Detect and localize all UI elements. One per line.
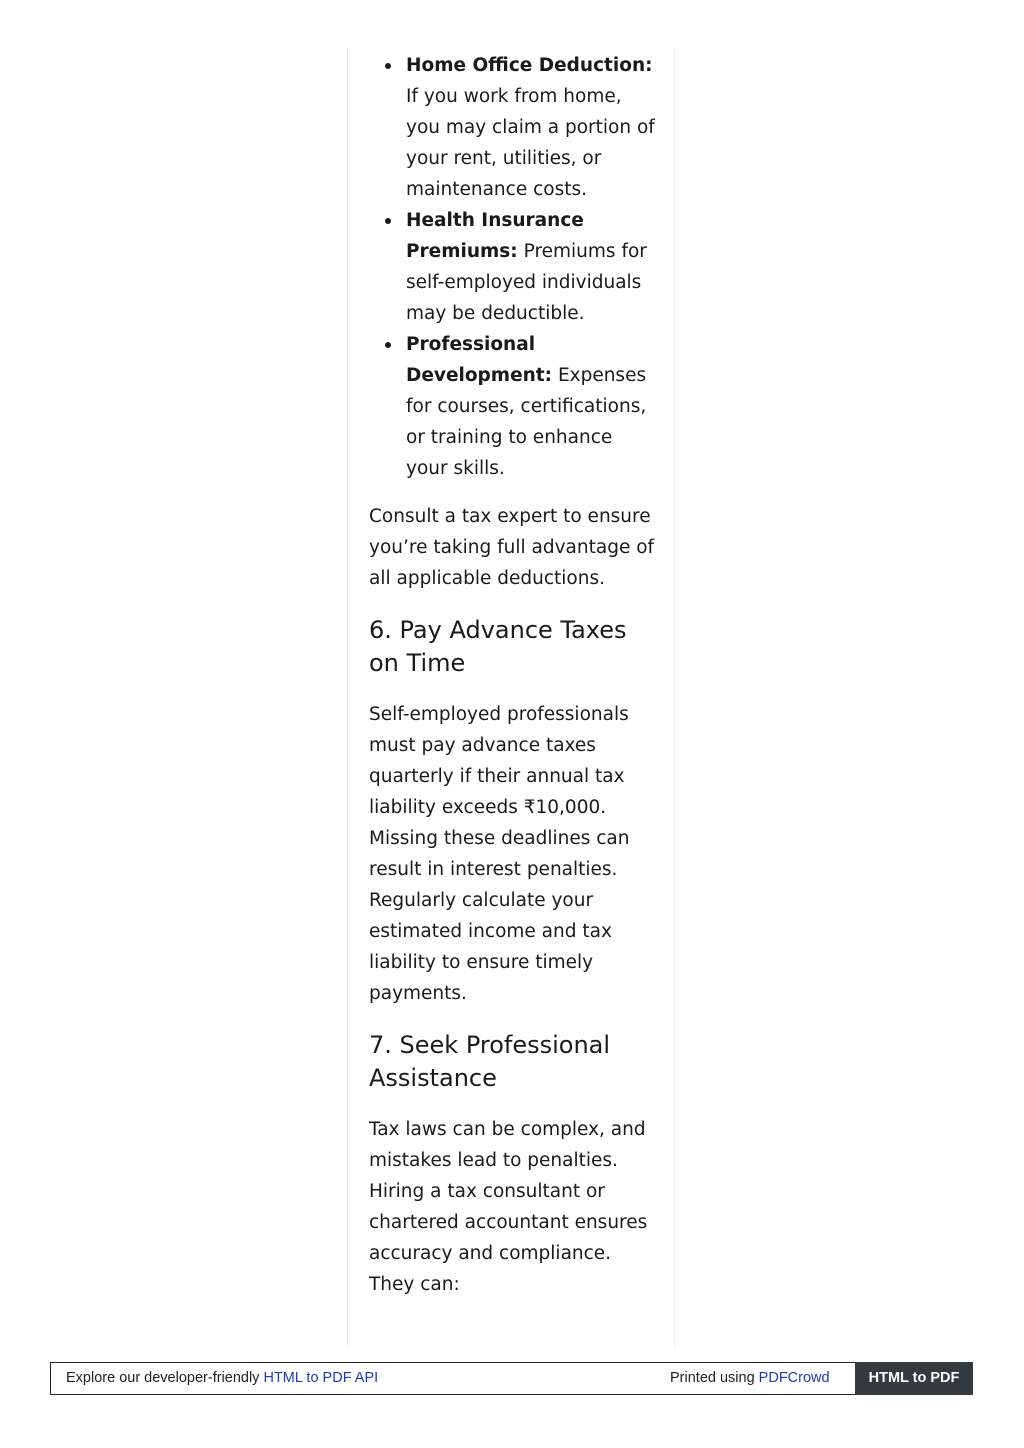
section-6-heading: 6. Pay Advance Taxes on Time bbox=[369, 616, 627, 677]
bullet-icon bbox=[385, 218, 391, 224]
list-item-term: Professional Development: bbox=[406, 334, 553, 386]
list-item-text: Premiums for self-employed individuals may be deductible. bbox=[406, 241, 647, 324]
list-item-term: Health Insurance Premiums: bbox=[406, 210, 584, 262]
list-item-text: If you work from home, you may claim a portion of your rent, utilities, or maintenance costs. bbox=[406, 86, 655, 200]
deduction-list bbox=[406, 50, 656, 484]
footer-printed bbox=[670, 1363, 830, 1394]
bullet-icon bbox=[385, 342, 391, 348]
consult-paragraph: Consult a tax expert to ensure you’re taking full advantage of all applicable deductions. bbox=[369, 506, 655, 589]
section-6-body: Self-employed professionals must pay advance taxes quarterly if their annual tax liability exceeds ₹10,000. Missing these deadlines can result in interest penalties. Regularly calculate your estimated income and tax liability to ensure timely payments. bbox=[369, 704, 630, 1004]
bullet-icon bbox=[385, 63, 391, 69]
footer-printed-text: Printed using bbox=[670, 1370, 755, 1386]
pdfcrowd-link[interactable]: PDFCrowd bbox=[758, 1370, 830, 1386]
list-item-text: Expenses for courses, certifications, or training to enhance your skills. bbox=[406, 365, 647, 479]
list-item bbox=[406, 205, 656, 329]
footer-explore bbox=[66, 1363, 378, 1394]
list-item bbox=[406, 329, 656, 484]
html-to-pdf-api-link[interactable]: HTML to PDF API bbox=[263, 1370, 379, 1386]
footer-explore-text: Explore our developer-friendly bbox=[66, 1370, 260, 1386]
article-column bbox=[347, 48, 675, 1348]
html-to-pdf-badge[interactable]: HTML to PDF bbox=[855, 1362, 973, 1395]
section-7-body: Tax laws can be complex, and mistakes lead to penalties. Hiring a tax consultant or chartered accountant ensures accuracy and compliance. They can: bbox=[369, 1119, 648, 1295]
list-item bbox=[406, 50, 656, 205]
list-item-term: Home Office Deduction: bbox=[406, 55, 653, 76]
section-7-heading: 7. Seek Professional Assistance bbox=[369, 1031, 611, 1092]
footer-bar bbox=[50, 1362, 973, 1395]
